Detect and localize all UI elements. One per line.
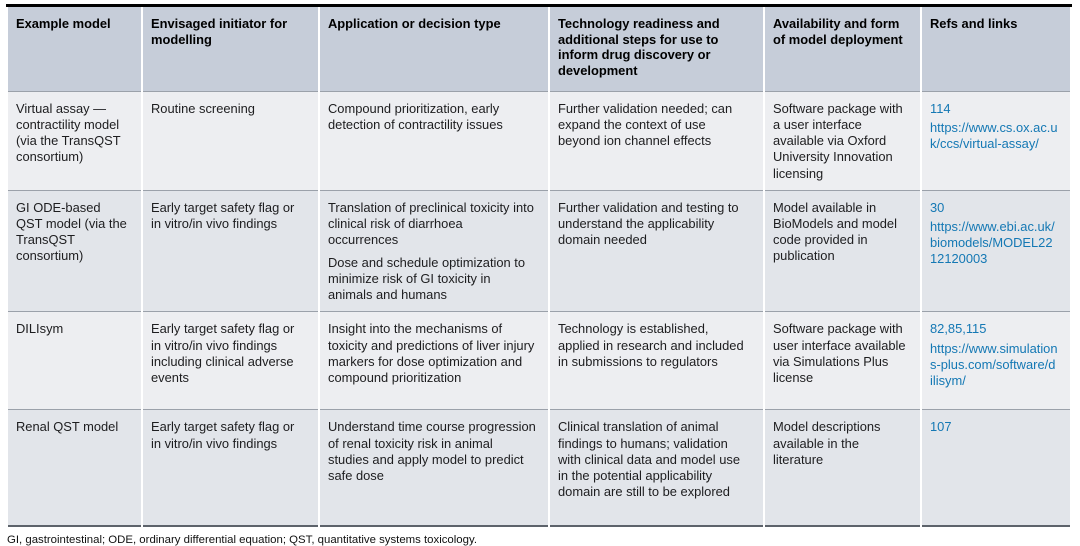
cell-application <box>320 311 548 409</box>
application-paragraph: Insight into the mechanisms of toxicity and predictions of liver injury markers for dose optimization and compound prioritization <box>328 321 535 385</box>
column-header-1: Example model <box>8 7 141 91</box>
application-paragraph: Dose and schedule optimization to minimize risk of GI toxicity in animals and humans <box>328 255 526 303</box>
model-url-link[interactable]: https://www.simulations-plus.com/software/dilisym/ <box>930 340 1058 388</box>
cell-example-model: Virtual assay — contractility model (via the TransQST consortium) <box>8 91 141 190</box>
table-header <box>8 7 1070 91</box>
cell-availability: Software package with a user interface available via Oxford University Innovation licensing <box>765 91 920 190</box>
cell-initiator: Early target safety flag or in vitro/in vivo findings including clinical adverse events <box>143 311 318 409</box>
column-header-3: Application or decision type <box>320 7 548 91</box>
table-row <box>8 409 1070 527</box>
cell-refs <box>922 409 1070 527</box>
application-paragraph: Compound prioritization, early detection of contractility issues <box>328 101 503 133</box>
cell-initiator: Routine screening <box>143 91 318 190</box>
cell-initiator: Early target safety flag or in vitro/in vivo findings <box>143 409 318 527</box>
cell-application <box>320 190 548 312</box>
cell-refs <box>922 91 1070 190</box>
cell-example-model: Renal QST model <box>8 409 141 527</box>
cell-readiness: Clinical translation of animal findings to humans; validation with clinical data and model use in the potential applicability domain are still to be explored <box>550 409 763 527</box>
reference-citation[interactable]: 82,85,115 <box>930 321 987 337</box>
header-row <box>8 7 1070 91</box>
table-row <box>8 91 1070 190</box>
reference-citation[interactable]: 114 <box>930 101 951 116</box>
cell-application <box>320 91 548 190</box>
cell-readiness: Technology is established, applied in research and included in submissions to regulators <box>550 311 763 409</box>
table-row <box>8 190 1070 312</box>
table-footnote: GI, gastrointestinal; ODE, ordinary differential equation; QST, quantitative systems toxicology. <box>7 534 477 546</box>
cell-example-model: GI ODE-based QST model (via the TransQST consortium) <box>8 190 141 312</box>
application-paragraph: Understand time course progression of renal toxicity risk in animal studies and apply model to predict safe dose <box>328 419 536 483</box>
cell-application <box>320 409 548 527</box>
column-header-6: Refs and links <box>922 7 1070 91</box>
cell-availability: Model descriptions available in the literature <box>765 409 920 527</box>
models-table <box>6 4 1072 527</box>
cell-initiator: Early target safety flag or in vitro/in vivo findings <box>143 190 318 312</box>
cell-example-model: DILIsym <box>8 311 141 409</box>
application-paragraph: Translation of preclinical toxicity into clinical risk of diarrhoea occurrences <box>328 199 534 247</box>
column-header-2: Envisaged initiator for modelling <box>143 7 318 91</box>
table-body <box>8 91 1070 527</box>
cell-refs <box>922 311 1070 409</box>
cell-refs <box>922 190 1070 312</box>
reference-citation[interactable]: 107 <box>930 419 952 435</box>
table-row <box>8 311 1070 409</box>
model-url-link[interactable]: https://www.cs.ox.ac.uk/ccs/virtual-assay/ <box>930 120 1058 152</box>
reference-citation[interactable]: 30 <box>930 199 945 215</box>
column-header-4: Technology readiness and additional steps for use to inform drug discovery or development <box>550 7 763 91</box>
column-header-5: Availability and form of model deployment <box>765 7 920 91</box>
cell-readiness: Further validation needed; can expand the context of use beyond ion channel effects <box>550 91 763 190</box>
cell-readiness: Further validation and testing to understand the applicability domain needed <box>550 190 763 312</box>
cell-availability: Model available in BioModels and model code provided in publication <box>765 190 920 312</box>
cell-availability: Software package with user interface available via Simulations Plus license <box>765 311 920 409</box>
model-url-link[interactable]: https://www.ebi.ac.uk/biomodels/MODEL2212120003 <box>930 218 1055 266</box>
